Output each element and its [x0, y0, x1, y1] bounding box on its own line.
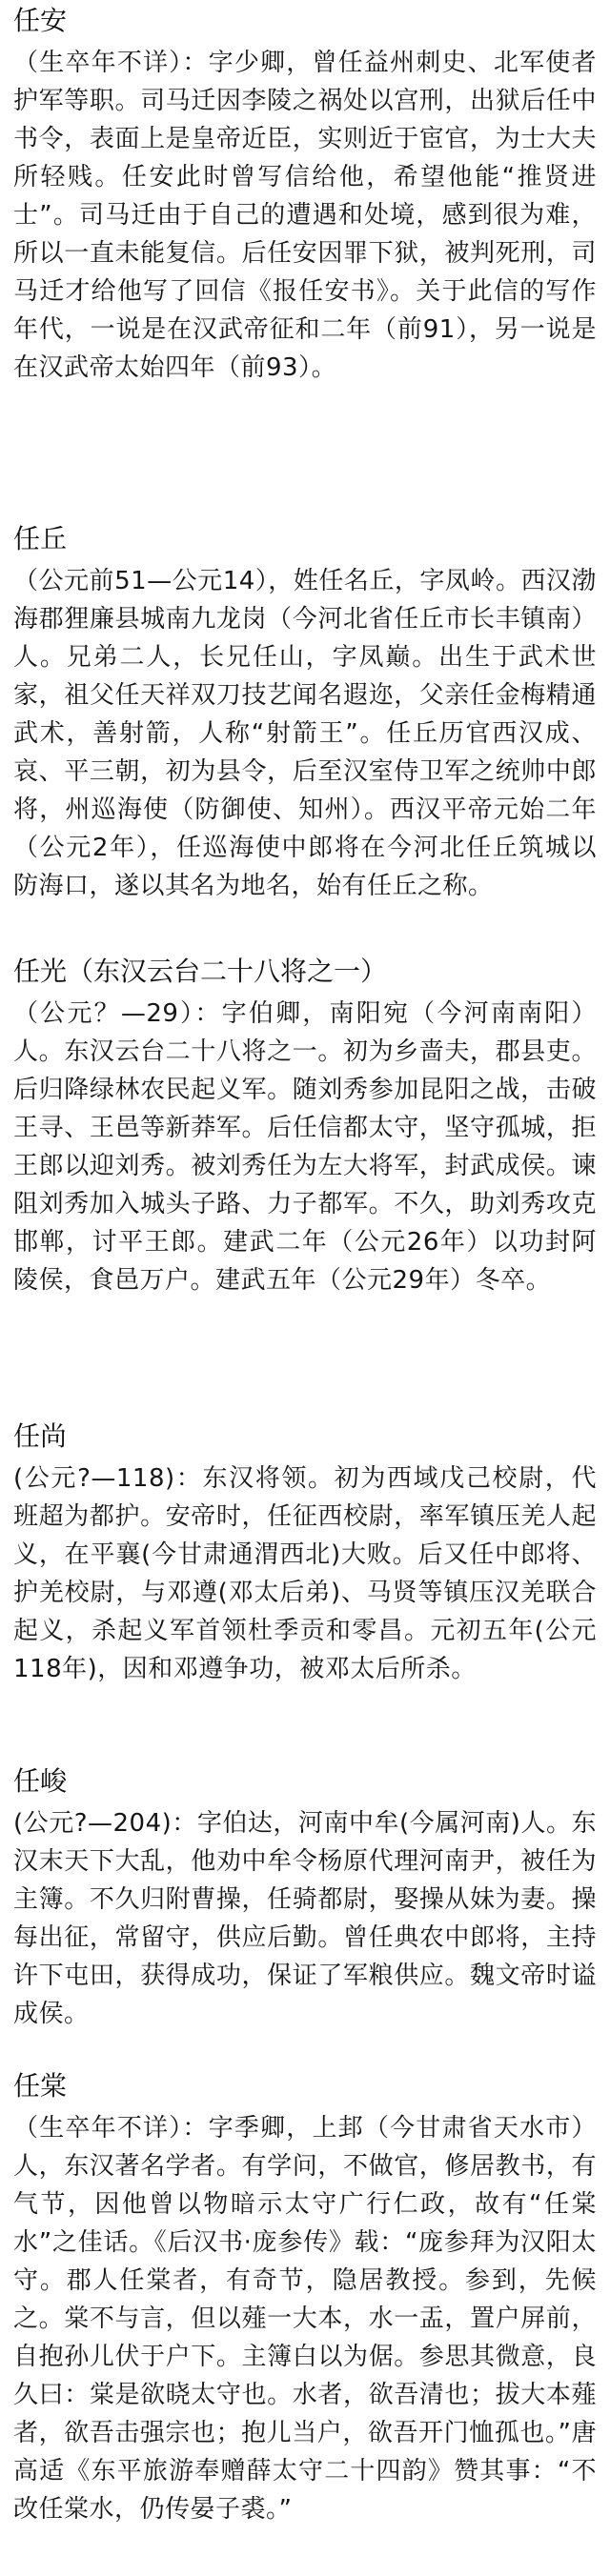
entry-title: 任光（东汉云台二十八将之一）	[13, 956, 388, 987]
entry-body: (公元?—118)：东汉将领。初为西域戊己校尉，代班超为都护。安帝时，任征西校尉，率军镇压羌人起义，在平襄(今甘肃通渭西北)大败。后又任中郎将、护羌校尉，与邓遵(邓太后弟)、马贤等镇压汉羌联合起义，杀起义军首领杜季贡和零昌。元初五年(公元118年)，因和邓遵争功，被邓太后所杀。	[13, 1464, 597, 1683]
entry-ren-tang	[13, 2069, 597, 2528]
entry-body: （公元？—29）：字伯卿，南阳宛（今河南南阳）人。东汉云台二十八将之一。初为乡啬夫，郡县吏。后归降绿林农民起义军。随刘秀参加昆阳之战，击破王寻、王邑等新莽军。后任信都太守，坚守孤城，拒王郎以迎刘秀。被刘秀任为左大将军，封武成侯。谏阻刘秀加入城头子路、力子都军。不久，助刘秀攻克邯郸，讨平王郎。建武二年（公元26年）以功封阿陵侯，食邑万户。建武五年（公元29年）冬卒。	[13, 999, 597, 1295]
entry-title: 任尚	[13, 1420, 68, 1452]
entry-body: （公元前51—公元14），姓任名丘，字凤岭。西汉渤海郡狸廉县城南九龙岗（今河北省任丘市长丰镇南）人。兄弟二人，长兄任山，字凤巅。出生于武术世家，祖父任天祥双刀技艺闻名遐迩，父亲任金梅精通武术，善射箭，人称“射箭王”。任丘历官西汉成、哀、平三朝，初为县令，后至汉室侍卫军之统帅中郎将，州巡海使（防御使、知州）。西汉平帝元始二年（公元2年），任巡海使中郎将在今河北任丘筑城以防海口，遂以其名为地名，始有任丘之称。	[13, 567, 597, 900]
entry-title: 任丘	[13, 523, 68, 554]
entry-ren-jun	[13, 1764, 597, 2033]
entry-title: 任安	[13, 5, 68, 36]
entry-body: （生卒年不详）：字少卿，曾任益州刺史、北军使者护军等职。司马迁因李陵之祸处以宫刑，出狱后任中书令，表面上是皇帝近臣，实则近于宦官，为士大夫所轻贱。任安此时曾写信给他，希望他能“推贤进士”。司马迁由于自己的遭遇和处境，感到很为难，所以一直未能复信。后任安因罪下狱，被判死刑，司马迁才给他写了回信《报任安书》。关于此信的写作年代，一说是在汉武帝征和二年（前91），另一说是在汉武帝太始四年（前93）。	[13, 49, 597, 382]
entry-ren-an	[13, 4, 597, 387]
entry-ren-qiu	[13, 522, 597, 905]
entry-body: （生卒年不详）：字季卿，上邽（今甘肃省天水市）人，东汉著名学者。有学问，不做官，修居教书，有气节，因他曾以物暗示太守广行仁政，故有“任棠水”之佳话。《后汉书·庞参传》载：“庞参拜为汉阳太守。郡人任棠者，有奇节，隐居教授。参到，先候之。棠不与言，但以薤一大本，水一盂，置户屏前，自抱孙儿伏于户下。主簿白以为倨。参思其微意，良久曰：棠是欲晓太守也。水者，欲吾清也；拔大本薤者，欲吾击强宗也；抱儿当户，欲吾开门恤孤也。”唐高适《东平旅游奉赠薛太守二十四韵》赞其事：“不改任棠水，仍传晏子裘。”	[13, 2114, 597, 2524]
entry-ren-guang	[13, 955, 597, 1299]
entry-ren-shang	[13, 1419, 597, 1688]
entry-body: (公元?—204)：字伯达，河南中牟(今属河南)人。东汉末天下大乱，他劝中牟令杨原代理河南尹，被任为主簿。不久归附曹操，任骑都尉，娶操从妹为妻。操每出征，常留守，供应后勤。曾任典农中郎将，主持许下屯田，获得成功，保证了军粮供应。魏文帝时谥成侯。	[13, 1809, 597, 2028]
entry-title: 任棠	[13, 2070, 68, 2102]
entry-title: 任峻	[13, 1765, 68, 1797]
